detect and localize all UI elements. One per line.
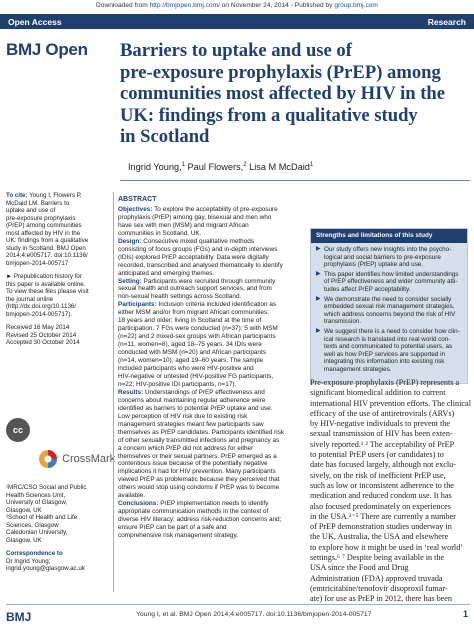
- abstract-text: sexual health and outreach support services, and from: [118, 285, 272, 293]
- prepub-line: the journal online: [6, 295, 54, 303]
- strengths-item-line: transmission.: [324, 318, 362, 326]
- abstract-line: [118, 325, 304, 333]
- abstract-line: [118, 238, 304, 246]
- affiliation-line: Glasgow, UK: [6, 536, 42, 544]
- body-text-line: sively, on the risk of inefficient PrEP use,: [310, 470, 446, 480]
- cite-line: pre-exposure prophylaxis: [6, 214, 76, 222]
- prepublication-note: [6, 273, 110, 318]
- abstract-line: [118, 365, 304, 373]
- abstract-line: [118, 524, 304, 532]
- abstract-text: identified as barriers to potential PrEP uptake and use.: [118, 404, 273, 412]
- column-divider: [113, 192, 114, 592]
- date-line: Accepted 30 October 2014: [6, 339, 80, 346]
- abstract-line: [118, 389, 304, 397]
- author-list: [128, 162, 313, 172]
- abstract-text: HIV-negative or untested (HIV-positive FG participants,: [118, 372, 274, 380]
- introduction-text: [310, 378, 470, 605]
- body-text-line: (emtricitabine/tenofovir disoproxil fumar-: [310, 583, 448, 593]
- body-text-line: international HIV prevention efforts. The clinical: [310, 398, 471, 408]
- abstract-line: [118, 421, 304, 429]
- affiliation-line: Sciences, Glasgow: [6, 521, 59, 529]
- affiliation-line: ²School of Health and Life: [6, 514, 78, 521]
- strengths-item-line: of PrEP effectiveness and wider community atti-: [324, 278, 458, 286]
- abstract-text: comprehensive risk management strategy.: [118, 532, 238, 540]
- abstract-text: (n=14, women=10), aged 19–60 years. The sample: [118, 357, 264, 365]
- abstract-line: [118, 508, 304, 516]
- strengths-heading: Strengths and limitations of this study: [311, 229, 467, 243]
- author-name: Ingrid Young,: [128, 162, 182, 173]
- body-text-line: of PrEP demonstration studies underway in: [310, 522, 452, 532]
- strengths-item: [316, 271, 462, 294]
- abstract-line: [118, 285, 304, 293]
- abstract-line: [118, 278, 304, 286]
- strengths-limitations-box: [310, 228, 468, 384]
- abstract-body: [118, 206, 304, 540]
- abstract-text: (n=11, women=8), aged 18–75 years. 34 IDIs were: [118, 341, 262, 349]
- strengths-item-line: management strategies.: [324, 365, 392, 373]
- abstract-text: themselves as PrEP candidates. Participants identified risk: [118, 428, 285, 436]
- cite-line: McDaid LM. Barriers to: [6, 199, 70, 207]
- abstract-text: To explore the acceptability of pre-exposure: [152, 205, 278, 213]
- strengths-item-line: This paper identifies how limited understandings: [324, 270, 459, 278]
- body-text-line: in the USA.³⁻⁵ There are currently a number: [310, 511, 456, 521]
- affiliation-line: Glasgow, UK: [6, 506, 42, 514]
- strengths-item-line: We demonstrate the need to consider socially: [324, 295, 452, 303]
- abstract-text: anticipated and emerging themes.: [118, 269, 215, 277]
- abstract-text: recorded, transcribed and analysed thematically to identify: [118, 261, 283, 269]
- abstract-line: [118, 516, 304, 524]
- abstract-heading: ABSTRACT: [118, 196, 157, 203]
- abstract-line: [118, 381, 304, 389]
- abstract-section-label: Participants:: [118, 301, 157, 309]
- abstract-line: [118, 214, 304, 222]
- abstract-line: [118, 500, 304, 508]
- strengths-item-line: logical and social barriers to pre-exposure: [324, 253, 441, 261]
- download-url-link[interactable]: http://bmjopen.bmj.com/: [149, 2, 220, 9]
- abstract-text: prophylaxis (PrEP) among gay, bisexual and men who: [118, 213, 272, 221]
- author-name: Lisa M McDaid: [246, 162, 310, 173]
- date-line: Received 16 May 2014: [6, 324, 70, 331]
- strengths-item-line: embedded sexual risk management strategies,: [324, 303, 455, 311]
- strengths-item-line: integrating this information into existing risk: [324, 358, 445, 366]
- title-line: UK: findings from a qualitative study: [120, 104, 418, 126]
- abstract-line: [118, 373, 304, 381]
- body-text-line: to potential PrEP users (or candidates) to: [310, 450, 444, 460]
- abstract-text: ensure PrEP can be part of a safe and: [118, 524, 227, 532]
- strengths-item-line: texts and communicated to potential users, as: [324, 343, 453, 351]
- abstract-line: [118, 349, 304, 357]
- publisher-link[interactable]: group.bmj.com: [334, 2, 378, 9]
- abstract-line: [118, 405, 304, 413]
- sidebar: [6, 192, 110, 353]
- abstract-line: [118, 445, 304, 453]
- correspondence-name: Dr Ingrid Young;: [6, 557, 51, 565]
- strengths-item-line: tudes affect PrEP acceptability.: [324, 285, 411, 293]
- cite-line: (PrEP) among communities: [6, 222, 82, 229]
- abstract-line: [118, 413, 304, 421]
- abstract-section-label: Conclusions:: [118, 500, 159, 508]
- body-text-line: date has focused largely, although not exclu-: [310, 460, 456, 470]
- crossmark-badge[interactable]: [38, 448, 115, 470]
- journal-logo: BMJ Open: [6, 40, 88, 59]
- abstract-text: implications it had for HIV prevention. Many participants: [118, 468, 276, 476]
- abstract-line: [118, 301, 304, 309]
- abstract-line: [118, 341, 304, 349]
- cite-label: To cite:: [6, 192, 28, 199]
- page-footer: [6, 604, 470, 626]
- abstract-text: included participants who were HIV-positive and: [118, 365, 254, 373]
- abstract-text: diverse HIV literacy; address risk-reduction concerns and;: [118, 516, 282, 524]
- body-text-line: ate) for use as PrEP in 2012, there has been: [310, 594, 453, 604]
- abstract-line: [118, 453, 304, 461]
- affiliation-line: University of Glasgow,: [6, 499, 68, 506]
- abstract-line: [118, 262, 304, 270]
- abstract-line: [118, 357, 304, 365]
- body-text-line: efficacy of the use of antiretrovirals (ARVs): [310, 408, 455, 418]
- abstract-line: [118, 230, 304, 238]
- abstract-text: n=22; HIV-positive IDI participants, n=17).: [118, 380, 237, 388]
- title-line: communities most affected by HIV in the: [120, 83, 446, 105]
- bullet-arrow-icon: ▶: [316, 327, 321, 334]
- abstract-line: [118, 246, 304, 254]
- abstract-text: a concern which PrEP did not address for either: [118, 444, 254, 452]
- body-text-line: to explore how it might be used in ‘real world’: [310, 542, 464, 552]
- cite-line: most affected by HIV in the: [6, 229, 81, 237]
- abstract-line: [118, 309, 304, 317]
- abstract-text: contentious issue because of the potentially negative: [118, 460, 268, 468]
- prepub-link[interactable]: (http://dx.doi.org/10.1136/: [6, 303, 77, 310]
- bullet-arrow-icon: ▶: [316, 246, 321, 252]
- bullet-arrow-icon: ▶: [316, 270, 321, 277]
- body-text-line: also focused predominately on experiences: [310, 501, 451, 511]
- abstract-text: available.: [118, 492, 146, 500]
- header-bar: [0, 14, 474, 29]
- correspondence-block: [6, 550, 110, 573]
- abstract-text: others would stop using condoms if PrEP was to become: [118, 484, 280, 492]
- date-line: Revised 25 October 2014: [6, 331, 77, 339]
- strengths-item-line: Our study offers new insights into the psycho-: [324, 246, 452, 253]
- strengths-item: [316, 328, 462, 374]
- abstract-section-label: Design:: [118, 237, 142, 245]
- abstract: [118, 196, 304, 540]
- open-access-label: Open Access: [8, 16, 62, 27]
- article-title: [120, 40, 468, 148]
- creative-commons-icon: cc: [6, 418, 30, 442]
- abstract-text: concerns about maintaining regular adherence were: [118, 396, 266, 404]
- abstract-text: viewed PrEP as problematic because they perceived that: [118, 476, 280, 484]
- abstract-text: participation. 7 FGs were conducted (n=37): 5 with MSM: [118, 325, 278, 333]
- abstract-line: [118, 476, 304, 484]
- prepub-line: this paper is available online.: [6, 280, 86, 288]
- abstract-text: Participants were recruited through community: [141, 277, 276, 285]
- download-notice: [0, 2, 474, 9]
- strengths-item-line: well as how PrEP services are supported in: [324, 350, 445, 358]
- dates-block: [6, 324, 110, 347]
- download-mid: on November 24, 2014 - Published by: [219, 2, 335, 9]
- abstract-line: [118, 484, 304, 492]
- bmj-footer-logo: BMJ: [6, 610, 32, 624]
- abstract-text: management strategies meant few participants saw: [118, 420, 264, 428]
- bullet-arrow-icon: ▶: [316, 295, 321, 302]
- citation-block: [6, 192, 110, 267]
- crossmark-icon: [38, 448, 58, 470]
- correspondence-email[interactable]: ingrid.young@glasgow.ac.uk: [6, 565, 85, 572]
- body-text-line: by HIV-negative individuals to prevent the: [310, 419, 450, 429]
- title-line: in Scotland: [120, 126, 210, 148]
- abstract-text: Understandings of PrEP effectiveness and: [143, 388, 265, 396]
- abstract-text: PrEP implementation needs to identify: [158, 500, 269, 508]
- affiliation-marker: 2: [243, 162, 247, 168]
- body-text-line: such as low or inconsistent adherence to the: [310, 480, 454, 490]
- strengths-item-line: prophylaxis (PrEP) uptake and use.: [324, 261, 424, 269]
- abstract-line: [118, 397, 304, 405]
- abstract-section-label: Objectives:: [118, 205, 153, 213]
- abstract-text: consisting of focus groups (FGs) and in-depth interviews: [118, 245, 278, 253]
- abstract-line: [118, 460, 304, 468]
- strengths-item-line: which address concerns beyond the risk of HIV: [324, 310, 456, 318]
- affiliation-line: ¹MRC/CSO Social and Public: [6, 484, 87, 491]
- abstract-line: [118, 429, 304, 437]
- abstract-text: have sex with men (MSM) and migrant African: [118, 221, 249, 229]
- cite-line: bmjopen-2014-005717: [6, 259, 69, 267]
- author-name: Paul Flowers,: [185, 162, 244, 173]
- abstract-text: either MSM and/or from migrant African communities;: [118, 309, 269, 317]
- abstract-line: [118, 293, 304, 301]
- strengths-list: [311, 243, 467, 379]
- strengths-item: [316, 296, 462, 326]
- title-line: Barriers to uptake and use of: [120, 40, 352, 61]
- strengths-item: [316, 246, 462, 269]
- abstract-line: [118, 437, 304, 445]
- abstract-line: [118, 254, 304, 262]
- abstract-text: of other sexually transmitted infections and pregnancy as: [118, 436, 280, 444]
- abstract-text: (IDIs) explored PrEP acceptability. Data were digitally: [118, 253, 269, 261]
- abstract-text: Inclusion criteria included identification as: [156, 301, 277, 309]
- abstract-text: conducted with MSM (n=20) and African participants: [118, 349, 266, 357]
- crossmark-label: CrossMark: [62, 453, 116, 465]
- abstract-line: [118, 222, 304, 230]
- footer-citation: Young I, et al. BMJ Open 2014;4:e005717. doi:10.1136/bmjopen-2014-005717: [136, 611, 372, 618]
- prepub-line: ► Prepublication history for: [6, 273, 82, 280]
- body-text-line: sexual transmission of HIV has been exten-: [310, 429, 453, 439]
- abstract-line: [118, 270, 304, 278]
- strengths-item-line: ical research is translated into real world con-: [324, 335, 451, 343]
- cite-line: uptake and use of: [6, 207, 56, 214]
- cite-line: Young I, Flowers P,: [29, 192, 82, 199]
- abstract-section-label: Results:: [118, 388, 144, 396]
- abstract-line: [118, 317, 304, 325]
- affiliation-line: Health Sciences Unit,: [6, 491, 66, 499]
- title-line: pre-exposure prophylaxis (PrEP) among: [120, 61, 441, 83]
- body-text-line: USA since the Food and Drug: [310, 563, 409, 573]
- affiliation-marker: 1: [309, 162, 314, 168]
- body-text-line: medication and reduced condom use. It has: [310, 491, 452, 501]
- page-number: 1: [462, 609, 468, 619]
- body-text-line: significant biomedical addition to current: [310, 388, 446, 398]
- abstract-text: themselves or their sexual partners. PrEP emerged as a: [118, 452, 277, 460]
- body-text-line: sively reported.¹ ² The acceptability of PrEP: [310, 439, 455, 449]
- section-label: Research: [427, 16, 466, 27]
- cite-line: study in Scotland. BMJ Open: [6, 244, 86, 252]
- body-text-line: Administration (FDA) approved truvada: [310, 573, 443, 583]
- abstract-line: [118, 492, 304, 500]
- abstract-line: [118, 206, 304, 214]
- affiliations: [6, 484, 110, 579]
- abstract-section-label: Setting:: [118, 277, 142, 285]
- abstract-text: 18 years and older; living in Scotland at the time of: [118, 317, 262, 325]
- body-text-line: settings.⁶ ⁷ Despite being available in the: [310, 553, 445, 563]
- correspondence-label: Correspondence to: [6, 550, 63, 557]
- cite-line: UK: findings from a qualitative: [6, 237, 89, 244]
- abstract-line: [118, 532, 304, 540]
- strengths-item-line: We suggest there is a need to consider how clin-: [324, 327, 460, 335]
- title-divider: [120, 180, 470, 181]
- affiliation-line: Caledonian University,: [6, 529, 68, 536]
- abstract-text: Consecutive mixed qualitative methods: [141, 237, 255, 245]
- abstract-text: Low perception of HIV risk due to existing risk: [118, 412, 248, 420]
- abstract-line: [118, 468, 304, 476]
- body-text-line: the UK, Australia, the USA and elsewhere: [310, 532, 449, 542]
- body-text-line: Pre-exposure prophylaxis (PrEP) represents a: [310, 378, 460, 387]
- cite-line: 2014;4:e005717. doi:10.1136/: [6, 252, 88, 259]
- prepub-link[interactable]: bmjopen-2014-005717).: [6, 310, 73, 318]
- prepub-line: To view these files please visit: [6, 288, 89, 295]
- abstract-text: communities in Scotland, UK.: [118, 229, 202, 237]
- abstract-text: non-sexual health settings across Scotland.: [118, 293, 242, 301]
- download-prefix: Downloaded from: [96, 2, 150, 9]
- abstract-text: (n=22) and 2 mixed-sex groups with African participants: [118, 333, 276, 341]
- abstract-text: appropriate communication methods in the context of: [118, 508, 269, 516]
- abstract-line: [118, 333, 304, 341]
- affiliation-marker: 1: [181, 162, 185, 168]
